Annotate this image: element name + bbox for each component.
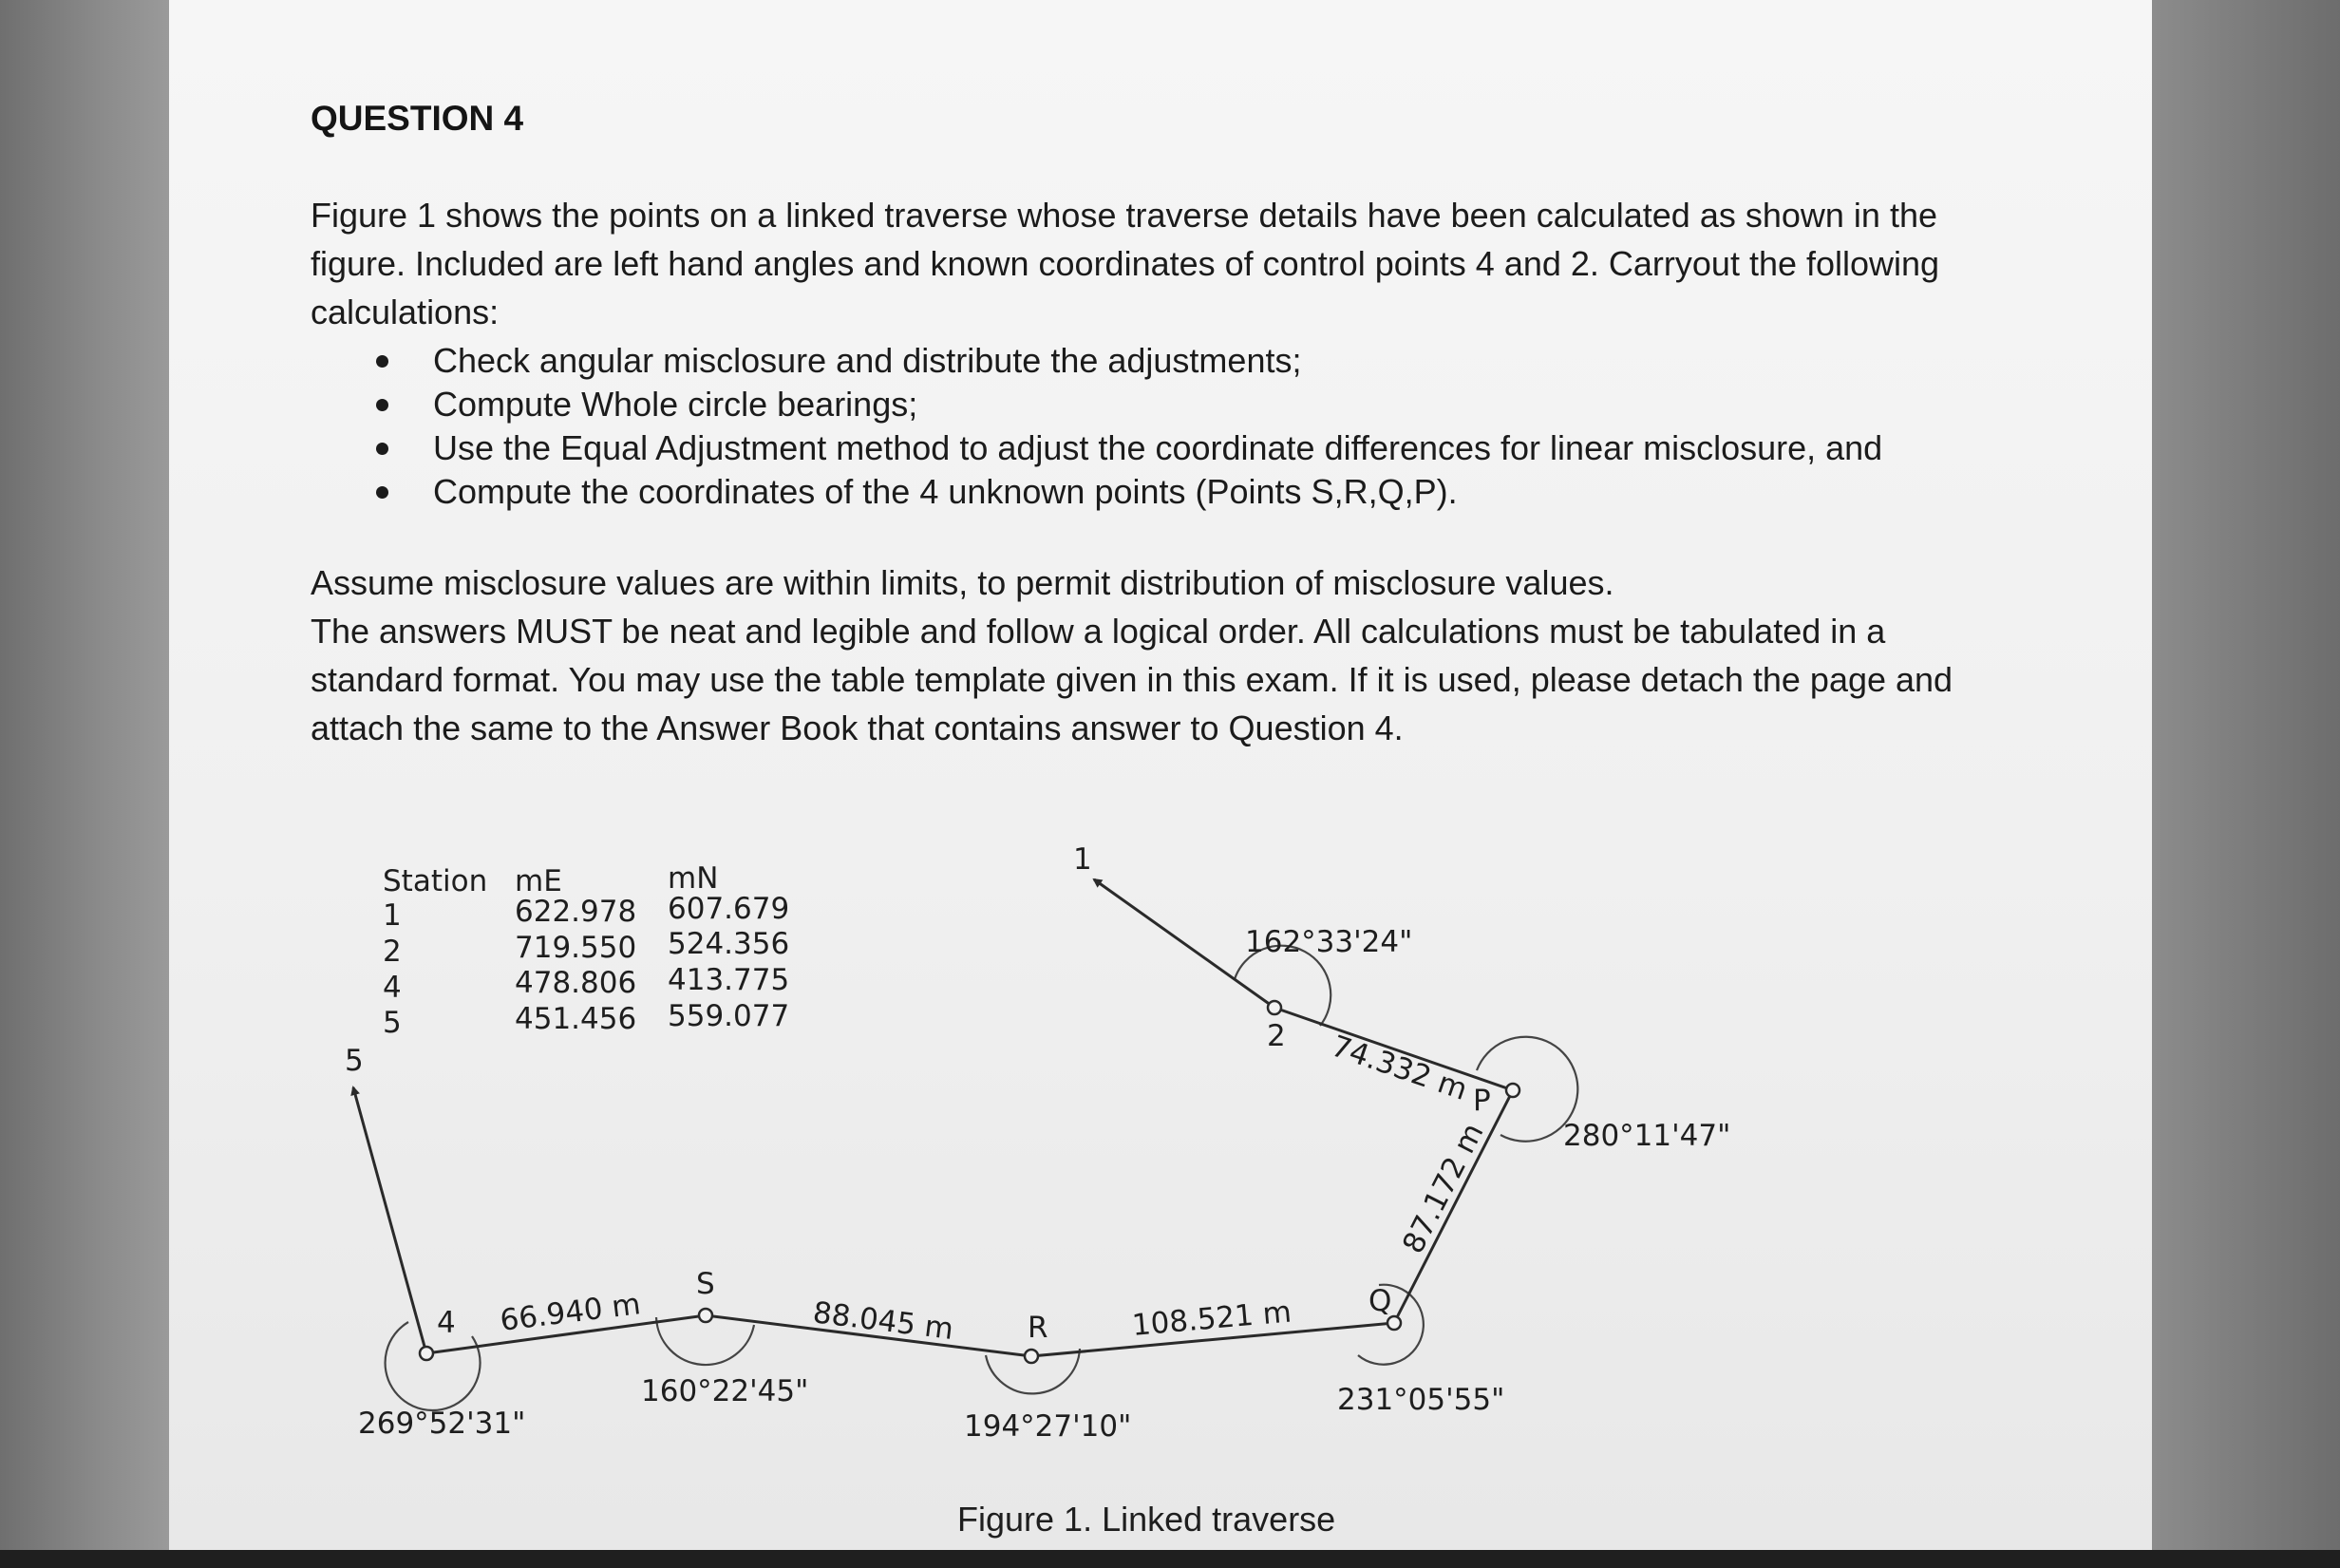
table-cell-easting: 478.806 [515,966,637,1000]
question-intro: Figure 1 shows the points on a linked traverse whose traverse details have been calculated as shown in the figure. Included are left hand angles and known coordinates of control points 4 and 2. Carryout the following calculations: [311,196,1940,331]
distance-4-s: 66.940 m [498,1287,643,1338]
table-cell-northing: 413.775 [668,963,790,997]
table-cell-easting: 719.550 [515,931,637,965]
angle-label-p: 280°11'47" [1563,1119,1731,1153]
task-text: Check angular misclosure and distribute the adjustments; [433,341,1302,380]
distance-r-q: 108.521 m [1130,1294,1293,1343]
station-label-q: Q [1368,1284,1392,1318]
orientation-line-4-5 [353,1087,426,1353]
angle-label-2: 162°33'24" [1245,925,1413,959]
note-line: Assume misclosure values are within limits, to permit distribution of misclosure values. [311,563,1614,602]
station-label-4: 4 [437,1306,456,1340]
question-heading: QUESTION 4 [311,99,524,138]
angle-arc-4 [386,1322,481,1410]
angle-label-s: 160°22'45" [641,1374,809,1408]
table-header-northing: mN [668,861,719,896]
station-r-marker [1025,1350,1038,1363]
station-label-2: 2 [1267,1019,1286,1053]
station-2-marker [1268,1001,1281,1014]
station-label-1: 1 [1073,842,1092,877]
task-text: Compute Whole circle bearings; [433,385,918,424]
distance-q-p: 87.172 m [1396,1117,1491,1259]
station-label-r: R [1028,1311,1048,1345]
table-cell-northing: 559.077 [668,999,790,1033]
station-q-marker [1387,1316,1401,1330]
table-cell-station: 2 [383,935,402,969]
distance-s-r: 88.045 m [811,1295,955,1348]
note-line: The answers MUST be neat and legible and follow a logical order. All calculations must be tabulated in a standard format. You may use the table template given in this exam. If it is used, please detach the page and attach the same to the Answer Book that contains answer to Question 4. [311,612,1953,747]
figure-caption: Figure 1. Linked traverse [957,1500,1336,1539]
table-cell-station: 4 [383,971,402,1005]
angle-label-q: 231°05'55" [1337,1383,1505,1417]
coordinate-table [383,861,789,1040]
station-label-5: 5 [345,1044,364,1078]
task-text: Compute the coordinates of the 4 unknown points (Points S,R,Q,P). [433,472,1458,511]
station-label-s: S [696,1267,715,1301]
table-cell-northing: 607.679 [668,892,790,926]
distance-p-2: 74.332 m [1327,1029,1472,1107]
table-header-easting: mE [515,864,562,898]
task-text: Use the Equal Adjustment method to adjust the coordinate differences for linear misclosure, and [433,428,1883,467]
table-cell-northing: 524.356 [668,927,790,961]
table-header-station: Station [383,864,488,898]
station-p-marker [1506,1084,1519,1097]
angle-label-4: 269°52'31" [358,1407,526,1441]
table-cell-station: 1 [383,898,402,933]
table-cell-easting: 622.978 [515,895,637,929]
angle-arc-s [656,1317,754,1365]
angle-label-r: 194°27'10" [964,1409,1132,1444]
station-s-marker [699,1309,712,1322]
station-label-p: P [1473,1084,1491,1118]
table-cell-station: 5 [383,1006,402,1040]
table-cell-easting: 451.456 [515,1002,637,1036]
station-4-marker [420,1347,433,1360]
